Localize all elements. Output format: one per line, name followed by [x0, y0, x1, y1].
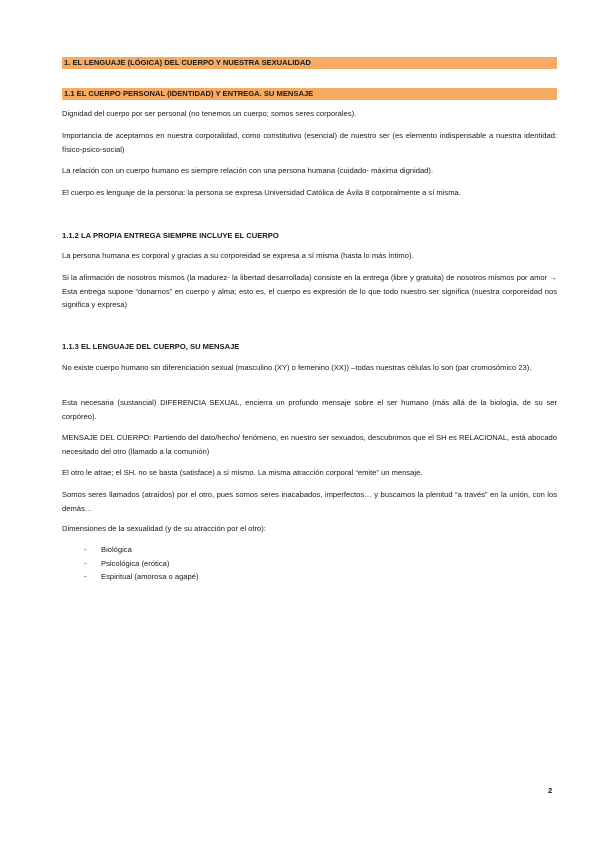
paragraph: Somos seres llamados (atraídos) por el otro, pues somos seres inacabados, imperfectos… y buscamos la plenitud “a través” en la unión, con los demás…: [62, 490, 557, 513]
paragraph: La relación con un cuerpo humano es siempre relación con una persona humana (cuidado- máxima dignidad).: [62, 166, 434, 175]
paragraph: La persona humana es corporal y gracias a su corporeidad se expresa a sí misma (hasta lo más íntimo).: [62, 251, 414, 260]
paragraph: Si la afirmación de nosotros mismos (la madurez- la libertad desarrollada) consiste en la entrega (libre y gratuita) de nosotros mismos por amor → Esta entrega supone “donarnos” en cuerpo y alma; esto es, el cuerpo es expresión de lo que todo nuestro ser significa (nuestra corporeidad nos significa y expresa): [62, 273, 557, 309]
paragraph: Dimensiones de la sexualidad (y de su atracción por el otro):: [62, 524, 266, 533]
paragraph: El cuerpo es lenguaje de la persona: la persona se expresa Universidad Católica de Ávila 8 corporalmente a sí misma.: [62, 188, 461, 197]
section-heading-1: 1. EL LENGUAJE (LÓGICA) DEL CUERPO Y NUESTRA SEXUALIDAD: [62, 57, 557, 69]
dimensions-list: [84, 543, 199, 584]
list-item: - Espiritual (amorosa o agapé): [84, 570, 199, 584]
subheading-1-1-3: 1.1.3 EL LENGUAJE DEL CUERPO, SU MENSAJE: [62, 342, 240, 351]
paragraph: Importancia de aceptarnos en nuestra corporalidad, como constitutivo (esencial) de nuestro ser (es elemento indispensable a nuestra identidad: físico-psico-social): [62, 131, 557, 154]
list-marker: -: [84, 572, 87, 581]
paragraph: No existe cuerpo humano sin diferenciación sexual (masculino (XY) o femenino (XX)) –todas nuestras células lo son (par cromosómico 23).: [62, 363, 532, 372]
subheading-1-1-2: 1.1.2 LA PROPIA ENTREGA SIEMPRE INCLUYE EL CUERPO: [62, 231, 279, 240]
page-number: 2: [548, 786, 553, 795]
paragraph: MENSAJE DEL CUERPO: Partiendo del dato/hecho/ fenómeno, en nuestro ser sexuados, descubrimos que el SH es RELACIONAL, está abocado necesitado del otro (llamado a la comunión): [62, 433, 557, 456]
list-item: - Biológica: [84, 543, 199, 557]
paragraph: Esta necesaria (sustancial) DIFERENCIA SEXUAL, encierra un profundo mensaje sobre el ser humano (más allá de la biología, de su ser corpóreo).: [62, 398, 557, 421]
paragraph: Dignidad del cuerpo por ser personal (no tenemos un cuerpo; somos seres corporales).: [62, 109, 357, 118]
paragraph: El otro le atrae; el SH. no se basta (satisface) a sí mismo. La misma atracción corporal “emite” un mensaje.: [62, 468, 423, 477]
list-marker: -: [84, 558, 87, 568]
section-heading-1-1: 1.1 EL CUERPO PERSONAL (IDENTIDAD) Y ENTREGA. SU MENSAJE: [62, 88, 557, 100]
list-item: - Psicológica (erótica): [84, 557, 199, 571]
list-marker: -: [84, 545, 87, 554]
